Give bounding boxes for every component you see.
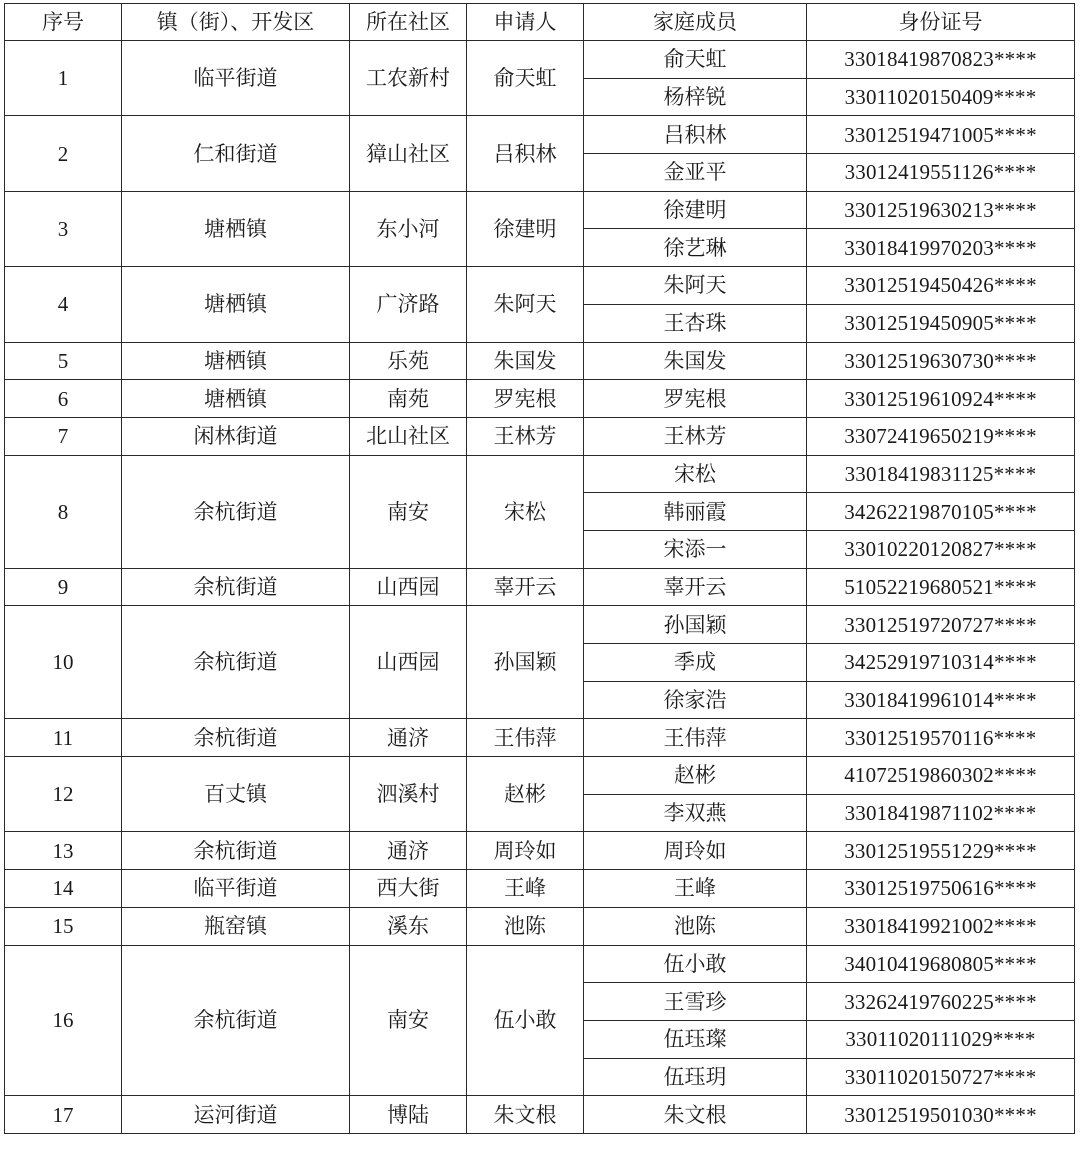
cell-seq: 10	[5, 606, 122, 719]
cell-town: 闲林街道	[122, 417, 350, 455]
table-row	[5, 606, 1075, 644]
cell-applicant: 赵彬	[467, 757, 584, 832]
cell-member-name: 金亚平	[584, 154, 807, 192]
cell-id-number: 41072519860302****	[807, 757, 1075, 795]
table-row	[5, 455, 1075, 493]
cell-applicant: 辜开云	[467, 568, 584, 606]
cell-id-number: 33012419551126****	[807, 154, 1075, 192]
header-row	[5, 4, 1075, 41]
table-row	[5, 267, 1075, 305]
cell-id-number: 33012519570116****	[807, 719, 1075, 757]
header-applicant: 申请人	[467, 4, 584, 41]
cell-town: 余杭街道	[122, 568, 350, 606]
cell-member-name: 伍珏璨	[584, 1020, 807, 1058]
cell-seq: 14	[5, 870, 122, 908]
cell-town: 运河街道	[122, 1096, 350, 1134]
cell-seq: 1	[5, 41, 122, 116]
table-row	[5, 41, 1075, 79]
cell-id-number: 33011020111029****	[807, 1020, 1075, 1058]
cell-applicant: 罗宪根	[467, 380, 584, 418]
header-community: 所在社区	[350, 4, 467, 41]
cell-town: 塘栖镇	[122, 267, 350, 342]
cell-community: 南安	[350, 455, 467, 568]
cell-member-name: 季成	[584, 644, 807, 682]
cell-town: 塘栖镇	[122, 342, 350, 380]
cell-seq: 5	[5, 342, 122, 380]
cell-applicant: 孙国颖	[467, 606, 584, 719]
cell-id-number: 33011020150727****	[807, 1058, 1075, 1096]
cell-seq: 11	[5, 719, 122, 757]
table-row	[5, 870, 1075, 908]
cell-id-number: 51052219680521****	[807, 568, 1075, 606]
cell-id-number: 33012519450905****	[807, 304, 1075, 342]
cell-member-name: 吕积林	[584, 116, 807, 154]
cell-member-name: 伍珏玥	[584, 1058, 807, 1096]
cell-applicant: 王伟萍	[467, 719, 584, 757]
applicant-table	[4, 3, 1075, 1134]
cell-id-number: 33012519551229****	[807, 832, 1075, 870]
cell-applicant: 王林芳	[467, 417, 584, 455]
cell-member-name: 朱阿天	[584, 267, 807, 305]
cell-seq: 16	[5, 945, 122, 1096]
table-row	[5, 757, 1075, 795]
cell-member-name: 朱国发	[584, 342, 807, 380]
cell-community: 獐山社区	[350, 116, 467, 191]
cell-member-name: 王杏珠	[584, 304, 807, 342]
cell-member-name: 韩丽霞	[584, 493, 807, 531]
cell-id-number: 33012519750616****	[807, 870, 1075, 908]
cell-town: 仁和街道	[122, 116, 350, 191]
cell-community: 泗溪村	[350, 757, 467, 832]
table-row	[5, 191, 1075, 229]
cell-id-number: 33018419831125****	[807, 455, 1075, 493]
cell-community: 山西园	[350, 606, 467, 719]
cell-member-name: 徐艺琳	[584, 229, 807, 267]
table-row	[5, 907, 1075, 945]
cell-community: 山西园	[350, 568, 467, 606]
cell-id-number: 34252919710314****	[807, 644, 1075, 682]
cell-id-number: 33012519450426****	[807, 267, 1075, 305]
cell-member-name: 宋松	[584, 455, 807, 493]
cell-applicant: 朱国发	[467, 342, 584, 380]
cell-community: 北山社区	[350, 417, 467, 455]
cell-seq: 12	[5, 757, 122, 832]
cell-seq: 2	[5, 116, 122, 191]
table-row	[5, 417, 1075, 455]
cell-member-name: 辜开云	[584, 568, 807, 606]
cell-community: 东小河	[350, 191, 467, 266]
cell-town: 塘栖镇	[122, 380, 350, 418]
table-row	[5, 380, 1075, 418]
cell-applicant: 朱文根	[467, 1096, 584, 1134]
cell-applicant: 王峰	[467, 870, 584, 908]
cell-town: 余杭街道	[122, 832, 350, 870]
cell-community: 西大街	[350, 870, 467, 908]
cell-applicant: 伍小敢	[467, 945, 584, 1096]
cell-seq: 3	[5, 191, 122, 266]
cell-member-name: 王伟萍	[584, 719, 807, 757]
table-row	[5, 342, 1075, 380]
cell-id-number: 33012519630213****	[807, 191, 1075, 229]
cell-town: 百丈镇	[122, 757, 350, 832]
cell-seq: 4	[5, 267, 122, 342]
cell-applicant: 朱阿天	[467, 267, 584, 342]
cell-applicant: 俞天虹	[467, 41, 584, 116]
header-seq: 序号	[5, 4, 122, 41]
cell-id-number: 33012519610924****	[807, 380, 1075, 418]
cell-member-name: 宋添一	[584, 530, 807, 568]
header-town: 镇（街）、开发区	[122, 4, 350, 41]
table-row	[5, 568, 1075, 606]
header-members: 家庭成员	[584, 4, 807, 41]
cell-community: 溪东	[350, 907, 467, 945]
cell-id-number: 33012519471005****	[807, 116, 1075, 154]
cell-member-name: 徐家浩	[584, 681, 807, 719]
cell-id-number: 33072419650219****	[807, 417, 1075, 455]
cell-member-name: 孙国颖	[584, 606, 807, 644]
cell-seq: 17	[5, 1096, 122, 1134]
cell-town: 余杭街道	[122, 719, 350, 757]
cell-member-name: 李双燕	[584, 794, 807, 832]
table-row	[5, 719, 1075, 757]
table-row	[5, 945, 1075, 983]
cell-seq: 15	[5, 907, 122, 945]
cell-town: 临平街道	[122, 870, 350, 908]
cell-community: 通济	[350, 832, 467, 870]
cell-id-number: 33012519501030****	[807, 1096, 1075, 1134]
cell-town: 瓶窑镇	[122, 907, 350, 945]
cell-id-number: 33018419870823****	[807, 41, 1075, 79]
cell-community: 南苑	[350, 380, 467, 418]
cell-applicant: 徐建明	[467, 191, 584, 266]
cell-community: 工农新村	[350, 41, 467, 116]
cell-community: 通济	[350, 719, 467, 757]
cell-community: 乐苑	[350, 342, 467, 380]
cell-id-number: 33018419871102****	[807, 794, 1075, 832]
cell-town: 临平街道	[122, 41, 350, 116]
cell-id-number: 34010419680805****	[807, 945, 1075, 983]
cell-member-name: 俞天虹	[584, 41, 807, 79]
table-row	[5, 832, 1075, 870]
cell-id-number: 33012519630730****	[807, 342, 1075, 380]
cell-member-name: 朱文根	[584, 1096, 807, 1134]
cell-town: 余杭街道	[122, 945, 350, 1096]
cell-member-name: 罗宪根	[584, 380, 807, 418]
cell-id-number: 33018419970203****	[807, 229, 1075, 267]
cell-town: 余杭街道	[122, 606, 350, 719]
header-id-number: 身份证号	[807, 4, 1075, 41]
cell-id-number: 33018419961014****	[807, 681, 1075, 719]
cell-seq: 13	[5, 832, 122, 870]
cell-community: 南安	[350, 945, 467, 1096]
cell-applicant: 宋松	[467, 455, 584, 568]
cell-seq: 7	[5, 417, 122, 455]
cell-seq: 8	[5, 455, 122, 568]
cell-applicant: 周玲如	[467, 832, 584, 870]
cell-member-name: 王林芳	[584, 417, 807, 455]
cell-community: 广济路	[350, 267, 467, 342]
cell-id-number: 33262419760225****	[807, 983, 1075, 1021]
cell-member-name: 徐建明	[584, 191, 807, 229]
cell-member-name: 杨梓锐	[584, 78, 807, 116]
cell-town: 塘栖镇	[122, 191, 350, 266]
cell-member-name: 王峰	[584, 870, 807, 908]
cell-member-name: 王雪珍	[584, 983, 807, 1021]
table-row	[5, 1096, 1075, 1134]
cell-town: 余杭街道	[122, 455, 350, 568]
cell-member-name: 周玲如	[584, 832, 807, 870]
cell-id-number: 33012519720727****	[807, 606, 1075, 644]
cell-id-number: 33018419921002****	[807, 907, 1075, 945]
table-row	[5, 116, 1075, 154]
cell-applicant: 池陈	[467, 907, 584, 945]
cell-applicant: 吕积林	[467, 116, 584, 191]
cell-member-name: 赵彬	[584, 757, 807, 795]
cell-id-number: 33010220120827****	[807, 530, 1075, 568]
table-body	[5, 41, 1075, 1134]
cell-community: 博陆	[350, 1096, 467, 1134]
cell-seq: 6	[5, 380, 122, 418]
cell-seq: 9	[5, 568, 122, 606]
cell-id-number: 33011020150409****	[807, 78, 1075, 116]
cell-id-number: 34262219870105****	[807, 493, 1075, 531]
cell-member-name: 伍小敢	[584, 945, 807, 983]
cell-member-name: 池陈	[584, 907, 807, 945]
